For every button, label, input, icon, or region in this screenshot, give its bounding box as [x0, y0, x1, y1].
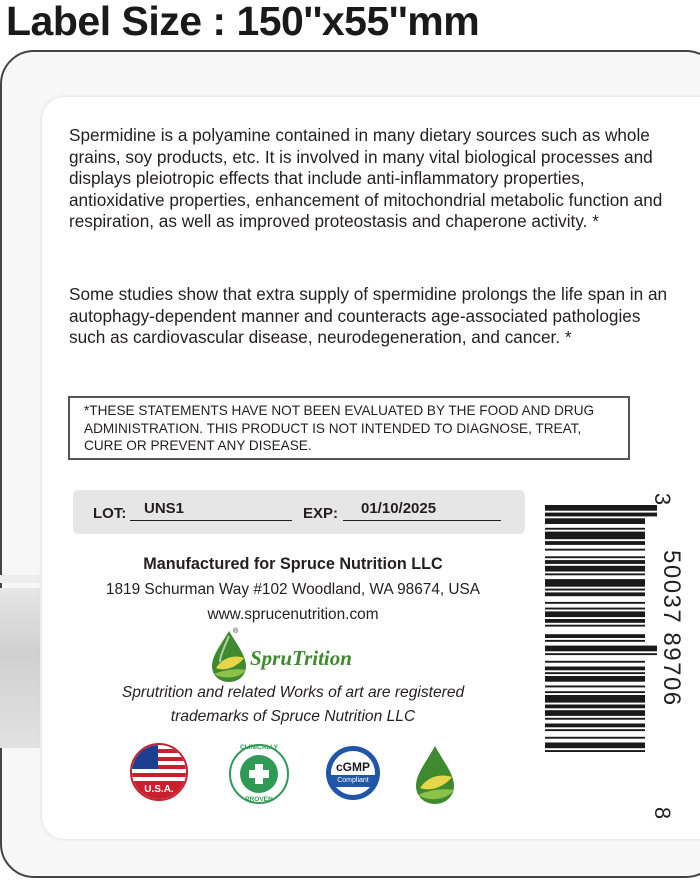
description-paragraph-1: Spermidine is a polyamine contained in many dietary sources such as whole grains, soy products, etc. It is involved in many vital biological processes and displays pleiotropic effects that include anti-inflammatory properties, antioxidative properties, enhancement of mitochondrial metabolic function and respiration, as well as improved proteostasis and chaperone activity. *	[69, 125, 663, 231]
barcode-bar	[545, 505, 657, 511]
usa-badge	[130, 743, 188, 801]
usa-text: U.S.A.	[144, 784, 174, 795]
barcode-bar	[545, 592, 645, 596]
barcode-bar	[545, 528, 645, 530]
lot-value	[130, 498, 292, 521]
barcode-bar	[545, 611, 645, 617]
bottle-edge-highlight	[0, 575, 40, 583]
manufacturer-address: 1819 Schurman Way #102 Woodland, WA 98674, USA	[105, 581, 481, 598]
barcode-bar	[545, 743, 645, 749]
manufacturer-title: Manufactured for Spruce Nutrition LLC	[143, 555, 443, 573]
barcode-bar	[545, 573, 645, 575]
exp-label: EXP:	[303, 505, 339, 522]
trademark-line-2: trademarks of Spruce Nutrition LLC	[170, 708, 416, 725]
barcode-bar	[545, 691, 645, 693]
bottle-edge-shadow	[0, 588, 40, 748]
barcode-bar	[545, 589, 645, 591]
exp-value	[343, 498, 501, 521]
barcode-bar	[545, 608, 645, 610]
barcode-bar	[545, 661, 645, 663]
clinically-text: CLINICALLY	[239, 744, 279, 751]
barcode-bar	[545, 667, 645, 671]
lot-value-text: UNS1	[144, 500, 185, 517]
barcode-bar	[545, 634, 645, 638]
barcode-bar	[545, 686, 645, 688]
clinically-proven-badge	[228, 743, 290, 805]
proven-text: PROVEN	[245, 796, 273, 803]
barcode	[545, 505, 657, 795]
barcode-bar	[545, 619, 645, 623]
barcode-bar	[545, 560, 645, 564]
barcode-first-digit: 8	[650, 806, 676, 820]
barcode-bar	[545, 602, 645, 604]
leaf-drop-icon	[208, 628, 250, 684]
barcode-bar	[545, 705, 645, 709]
barcode-bar	[545, 579, 645, 587]
description-paragraph-2: Some studies show that extra supply of spermidine prolongs the life span in an autophagy-dependent manner and counteracts age-associated pathologies such as cardiovascular disease, neurodegeneration, and cancer. *	[69, 284, 668, 347]
barcode-middle-digits: 50037 89706	[658, 550, 685, 707]
barcode-bar	[545, 541, 645, 545]
barcode-bar	[545, 513, 657, 517]
barcode-bar	[545, 729, 645, 731]
brand-logo	[208, 628, 388, 684]
barcode-bar	[545, 532, 645, 540]
barcode-bar	[545, 672, 645, 674]
barcode-bar	[545, 566, 645, 572]
manufacturer-website: www.sprucenutrition.com	[207, 606, 379, 623]
barcode-last-digit: 3	[650, 492, 676, 506]
lot-label: LOT:	[93, 505, 127, 522]
barcode-bar	[545, 750, 645, 752]
barcode-bar	[545, 518, 645, 524]
barcode-bar	[545, 724, 645, 728]
barcode-bar	[545, 549, 645, 551]
barcode-bar	[545, 646, 657, 652]
barcode-bar	[545, 556, 645, 558]
barcode-bar	[545, 640, 645, 642]
barcode-bar	[545, 653, 657, 655]
registered-mark-icon: ®	[233, 628, 239, 635]
trademark-line-1: Sprutrition and related Works of art are registered	[121, 684, 465, 701]
lot-exp-bar	[73, 490, 525, 534]
cgmp-badge	[325, 745, 381, 801]
barcode-digits	[659, 550, 689, 798]
brand-name: SpruTrition	[250, 646, 352, 670]
fda-disclaimer: *THESE STATEMENTS HAVE NOT BEEN EVALUATED BY THE FOOD AND DRUG ADMINISTRATION. THIS PRODUCT IS NOT INTENDED TO DIAGNOSE, TREAT, CURE OR PREVENT ANY DISEASE.	[68, 396, 630, 460]
exp-value-text: 01/10/2025	[361, 500, 437, 517]
cgmp-text: cGMP	[335, 760, 370, 774]
barcode-bar	[545, 676, 645, 682]
brand-drop-logo	[412, 744, 458, 806]
barcode-bar	[545, 625, 645, 627]
compliant-text: Compliant	[337, 777, 369, 784]
label-size-heading: Label Size : 150''x55''mm	[6, 0, 480, 44]
barcode-bar	[545, 695, 645, 703]
leaf-drop-icon	[412, 744, 458, 806]
barcode-bar	[545, 718, 645, 720]
barcode-bar	[545, 710, 645, 716]
barcode-bar	[545, 737, 645, 739]
